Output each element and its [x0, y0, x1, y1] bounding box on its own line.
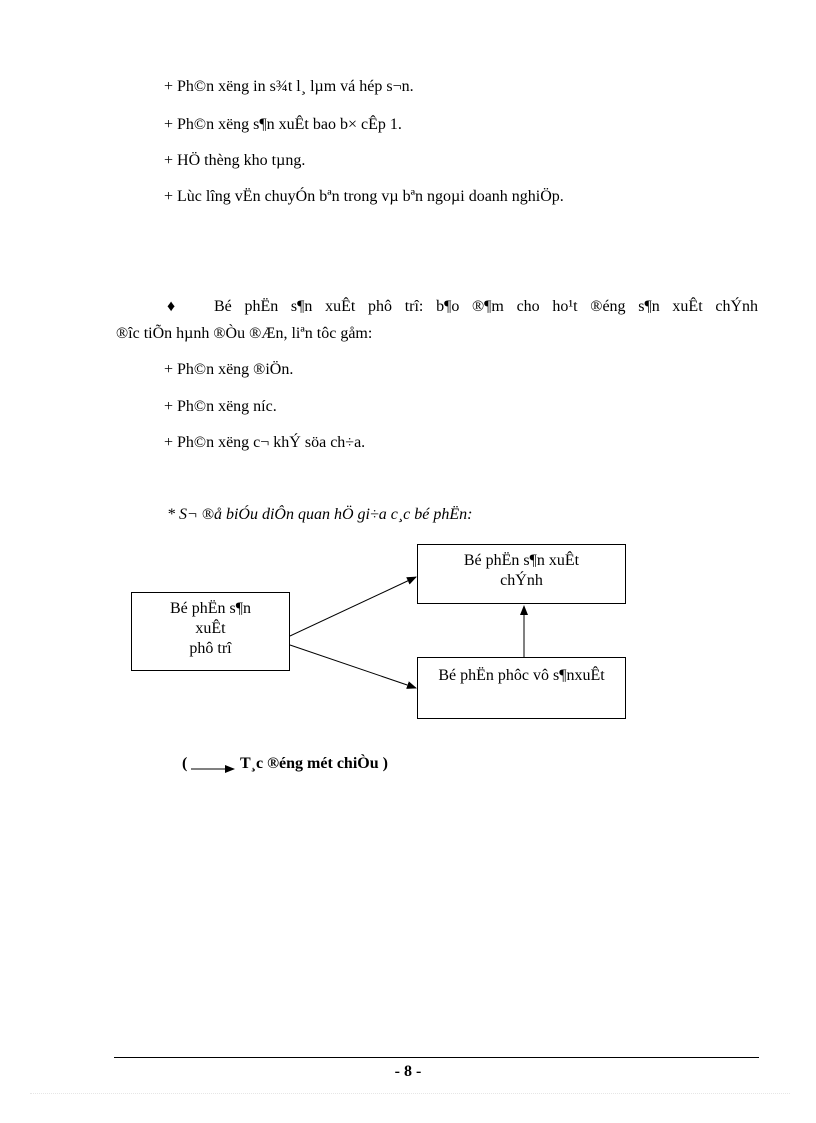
- list2-item-2: + Ph©n xëng níc.: [164, 398, 277, 415]
- page-number: - 8 -: [394, 1063, 422, 1080]
- arrow-aux-to-main: [290, 577, 416, 636]
- list1-item-3: + HÖ thèng kho tµng.: [164, 152, 306, 169]
- list2-item-1: + Ph©n xëng ®iÖn.: [164, 361, 294, 378]
- box-auxiliary-line-3: phô trî: [189, 640, 232, 657]
- paragraph-bullet: ♦: [167, 298, 176, 315]
- list1-item-4: + Lùc lîng vËn chuyÓn bªn trong vµ bªn ngoµi doanh nghiÖp.: [164, 188, 564, 205]
- page-bottom-edge: [30, 1093, 790, 1094]
- box-main-production-line-1: Bé phËn s¶n xuÊt: [463, 552, 580, 569]
- box-service-label: Bé phËn phôc vô s¶nxuÊt: [438, 667, 605, 684]
- legend-text: T¸c ®éng mét chiÒu ): [240, 755, 388, 772]
- paragraph-line-2: ®îc tiÕn hµnh ®Òu ®Æn, liªn tôc gåm:: [116, 325, 373, 342]
- legend-open-paren: (: [182, 755, 188, 772]
- arrow-aux-to-service: [290, 645, 416, 688]
- diagram-caption: * S¬ ®å biÓu diÔn quan hÖ gi÷a c¸c bé phËn:: [167, 506, 473, 523]
- paragraph-line-1: Bé phËn s¶n xuÊt phô trî: b¶o ®¶m cho ho¹t ®éng s¶n xuÊt chÝnh: [214, 298, 758, 315]
- box-auxiliary-line-1: Bé phËn s¶n: [169, 600, 252, 617]
- footer-rule: [114, 1057, 759, 1058]
- box-main-production-line-2: chÝnh: [500, 572, 543, 589]
- list1-item-2: + Ph©n xëng s¶n xuÊt bao b× cÊp 1.: [164, 116, 402, 133]
- box-auxiliary-line-2: xuÊt: [195, 620, 226, 637]
- list1-item-1: + Ph©n xëng in s¾t l¸ lµm vá hép s¬n.: [164, 78, 414, 95]
- list2-item-3: + Ph©n xëng c¬ khÝ söa ch÷a.: [164, 434, 366, 451]
